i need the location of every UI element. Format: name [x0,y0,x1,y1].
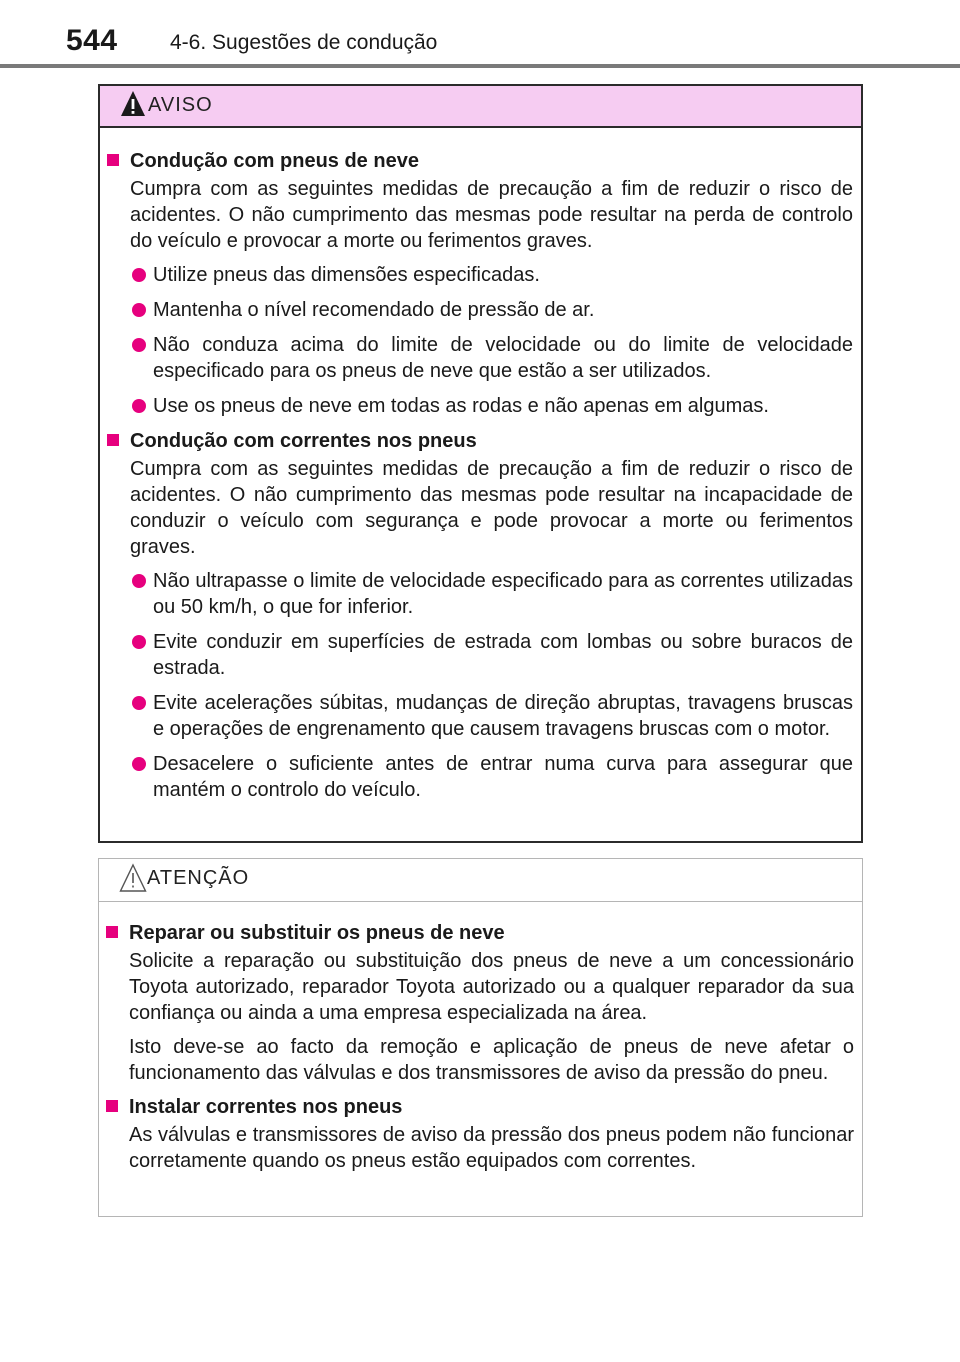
round-bullet-icon [132,696,146,710]
section-text: As válvulas e transmissores de aviso da pressão dos pneus podem não funcionar corretamente quando os pneus estão equipados com correntes. [129,1124,854,1172]
square-bullet-icon [107,154,119,166]
round-bullet-icon [132,338,146,352]
warning-body [100,128,861,803]
bullet-text: Não conduza acima do limite de velocidade ou do limite de velocidade especificado para os pneus de neve que estão a ser utilizados. [153,334,853,382]
bullet-item [107,629,853,681]
bullet-text: Não ultrapasse o limite de velocidade especificado para as correntes utilizadas ou 50 km/h, o que for inferior. [153,570,853,618]
page-number: 544 [66,24,118,57]
bullet-text: Use os pneus de neve em todas as rodas e não apenas em algumas. [153,395,769,417]
bullet-text: Evite acelerações súbitas, mudanças de direção abruptas, travagens bruscas e operações de engrenamento que causem travagens bruscas com o motor. [153,692,853,740]
caution-triangle-icon [119,863,147,893]
bullet-text: Utilize pneus das dimensões especificadas. [153,264,540,286]
caution-body [99,902,862,1174]
section-heading [106,920,854,946]
square-bullet-icon [106,926,118,938]
section-text: Isto deve-se ao facto da remoção e aplicação de pneus de neve afetar o funcionamento das válvulas e dos transmissores de aviso da pressão do pneu. [129,1036,854,1084]
section-heading [107,148,853,174]
round-bullet-icon [132,574,146,588]
round-bullet-icon [132,757,146,771]
section-title: 4-6. Sugestões de condução [170,31,438,54]
bullet-item [107,262,853,288]
bullet-text: Evite conduzir em superfícies de estrada com lombas ou sobre buracos de estrada. [153,631,853,679]
bullet-item [107,297,853,323]
bullet-item [107,751,853,803]
round-bullet-icon [132,635,146,649]
square-bullet-icon [106,1100,118,1112]
caution-box [98,858,863,1217]
bullet-item [107,332,853,384]
section-heading [106,1094,854,1120]
bullet-item [107,568,853,620]
round-bullet-icon [132,399,146,413]
square-bullet-icon [107,434,119,446]
section-text: Cumpra com as seguintes medidas de precaução a fim de reduzir o risco de acidentes. O não cumprimento das mesmas pode resultar na incapacidade de conduzir o veículo com segurança e pode provocar a morte ou ferimentos graves. [130,458,853,558]
warning-label: AVISO [148,94,213,116]
warning-header [100,86,861,128]
section-heading-text: Reparar ou substituir os pneus de neve [129,922,505,944]
section-heading [107,428,853,454]
round-bullet-icon [132,268,146,282]
section-heading-text: Condução com correntes nos pneus [130,430,477,452]
section-text: Solicite a reparação ou substituição dos pneus de neve a um concessionário Toyota autorizado, reparador Toyota autorizado ou a qualquer reparador da sua confiança ou ainda a uma empresa especializada na área. [129,950,854,1024]
section-text: Cumpra com as seguintes medidas de precaução a fim de reduzir o risco de acidentes. O não cumprimento das mesmas pode resultar na perda de controlo do veículo e provocar a morte ou ferimentos graves. [130,178,853,252]
caution-header [99,859,862,902]
bullet-item [107,690,853,742]
section-heading-text: Instalar correntes nos pneus [129,1096,403,1118]
section-heading-text: Condução com pneus de neve [130,150,419,172]
bullet-text: Mantenha o nível recomendado de pressão de ar. [153,299,595,321]
page-header [0,0,960,70]
bullet-text: Desacelere o suficiente antes de entrar numa curva para assegurar que mantém o controlo do veículo. [153,753,853,801]
caution-label: ATENÇÃO [147,867,250,889]
header-rule [0,64,960,68]
warning-box [98,84,863,843]
bullet-item [107,393,853,419]
warning-triangle-icon [120,90,146,118]
round-bullet-icon [132,303,146,317]
